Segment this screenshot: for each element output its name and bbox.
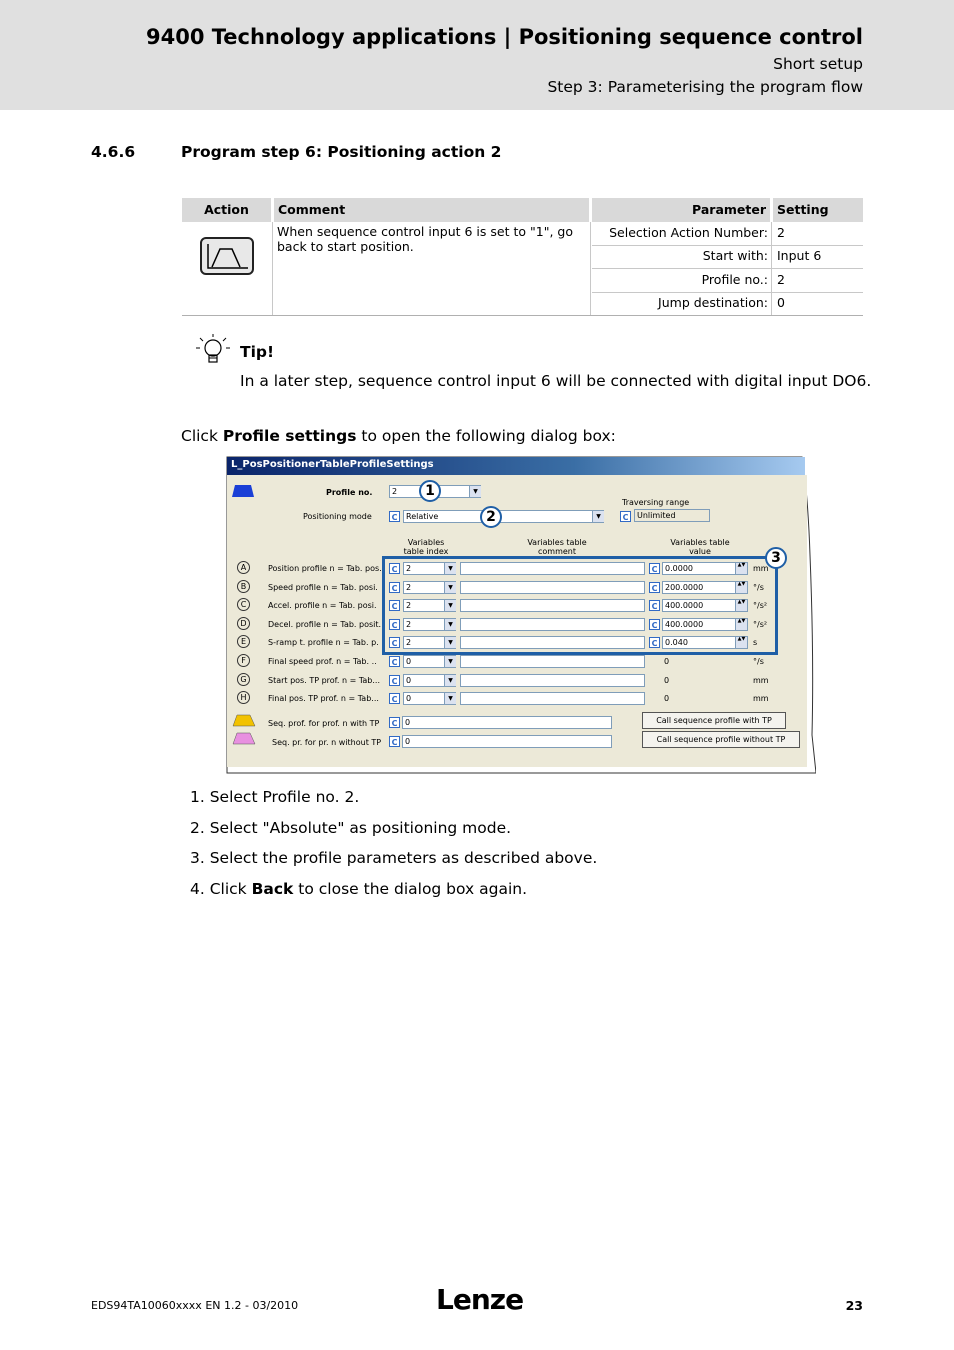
row-value-field[interactable]: 400.0000 <box>662 618 748 631</box>
steps-list <box>190 788 597 910</box>
chevron-down-icon[interactable]: ▼ <box>444 637 456 648</box>
c-button[interactable]: C <box>389 736 400 747</box>
seq-with-label: Seq. prof. for prof. n with TP <box>268 719 380 728</box>
c-button[interactable]: C <box>389 637 400 648</box>
chevron-down-icon[interactable]: ▼ <box>444 563 456 574</box>
row-letter-icon: E <box>237 635 250 648</box>
row-label: Final speed prof. n = Tab. .. <box>268 657 377 666</box>
row-label: Position profile n = Tab. pos. <box>268 564 382 573</box>
c-button[interactable]: C <box>389 582 400 593</box>
profile-no-select[interactable]: 2 <box>389 485 481 498</box>
row-value-field[interactable]: 0.040 <box>662 636 748 649</box>
row-value-field[interactable]: 200.0000 <box>662 581 748 594</box>
seq-without-label: Seq. pr. for pr. n without TP <box>272 738 382 747</box>
section-number: 4.6.6 <box>91 143 136 161</box>
c-button[interactable]: C <box>389 600 400 611</box>
param-jump-destination: Jump destination: <box>658 295 768 310</box>
row-label: Speed profile n = Tab. posi. <box>268 583 378 592</box>
setting-start-with: Input 6 <box>777 248 822 263</box>
step-text: 2. Select "Absolute" as positioning mode. <box>190 818 512 837</box>
row-unit: °/s <box>753 583 764 592</box>
instruction-post: to open the following dialog box: <box>356 427 616 445</box>
c-button[interactable]: C <box>620 511 631 522</box>
row-value-text: 0 <box>664 676 670 685</box>
col-index-header: Variables table index <box>403 538 449 556</box>
program-step-table <box>182 198 863 318</box>
c-button[interactable]: C <box>649 563 660 574</box>
col-comment-header: Variables table comment <box>527 538 587 556</box>
row-unit: °/s² <box>753 620 768 629</box>
th-setting: Setting <box>773 198 863 222</box>
c-button[interactable]: C <box>649 582 660 593</box>
row-index-select[interactable]: 0 <box>403 674 456 687</box>
row-label: S-ramp t. profile n = Tab. p. <box>268 638 379 647</box>
row-unit: °/s <box>753 657 764 666</box>
row-letter-icon: C <box>237 598 250 611</box>
c-button[interactable]: C <box>389 656 400 667</box>
row-index-select[interactable]: 0 <box>403 655 456 668</box>
header-subtitle: Short setup <box>773 55 863 73</box>
row-letter-icon: F <box>237 654 250 667</box>
c-button[interactable]: C <box>649 637 660 648</box>
dialog-titlebar <box>227 457 805 475</box>
row-comment-field[interactable] <box>460 655 645 668</box>
row-index-select[interactable]: 2 <box>403 562 456 575</box>
spinner-icon[interactable]: ▲▼ <box>735 619 747 630</box>
row-index-select[interactable]: 2 <box>403 599 456 612</box>
step-text-post: to close the dialog box again. <box>293 879 528 898</box>
chevron-down-icon[interactable]: ▼ <box>444 582 456 593</box>
row-unit: mm <box>753 676 769 685</box>
callout-1: 1 <box>419 480 441 502</box>
param-profile-no: Profile no.: <box>701 272 768 287</box>
call-seq-without-tp-button[interactable]: Call sequence profile without TP <box>642 731 800 748</box>
traversing-range-field: Unlimited <box>634 509 710 522</box>
row-label: Final pos. TP prof. n = Tab... <box>268 694 379 703</box>
row-unit: mm <box>753 694 769 703</box>
c-button[interactable]: C <box>649 619 660 630</box>
instruction-pre: Click <box>181 427 223 445</box>
spinner-icon[interactable]: ▲▼ <box>735 600 747 611</box>
row-letter-icon: D <box>237 617 250 630</box>
profile-blue-icon <box>231 484 255 498</box>
tip-text: In a later step, sequence control input 6 will be connected with digital input DO6. <box>240 372 872 390</box>
instruction-text <box>181 427 616 445</box>
step-item <box>190 819 597 850</box>
step-item <box>190 880 597 911</box>
row-label: Start pos. TP prof. n = Tab... <box>268 676 381 685</box>
row-comment-field[interactable] <box>460 674 645 687</box>
th-parameter: Parameter <box>592 198 770 222</box>
traversing-range-label: Traversing range <box>622 498 690 507</box>
chevron-down-icon[interactable]: ▼ <box>469 486 481 497</box>
step-text: 1. Select Profile no. 2. <box>190 788 360 806</box>
header-subtitle-step: Step 3: Parameterising the program flow <box>547 78 863 96</box>
step-text: 4. Click <box>190 879 252 898</box>
setting-profile-no: 2 <box>777 272 785 287</box>
trapezoid-profile-icon <box>202 239 252 273</box>
setting-selection-action: 2 <box>777 225 785 240</box>
row-unit: mm <box>753 564 769 573</box>
th-action: Action <box>182 198 271 222</box>
spinner-icon[interactable]: ▲▼ <box>735 563 747 574</box>
setting-jump-destination: 0 <box>777 295 785 310</box>
callout-3: 3 <box>765 547 787 569</box>
footer-doc-id: EDS94TA10060xxxx EN 1.2 - 03/2010 <box>91 1299 299 1312</box>
row-value-field[interactable]: 400.0000 <box>662 599 748 612</box>
step-item <box>190 788 597 819</box>
chevron-down-icon[interactable]: ▼ <box>592 511 604 522</box>
call-seq-with-tp-button[interactable]: Call sequence profile with TP <box>642 712 786 729</box>
row-index-select[interactable]: 2 <box>403 618 456 631</box>
c-button[interactable]: C <box>389 675 400 686</box>
row-label: Decel. profile n = Tab. posit. <box>268 620 382 629</box>
c-button[interactable]: C <box>389 619 400 630</box>
c-button[interactable]: C <box>389 511 400 522</box>
chevron-down-icon[interactable]: ▼ <box>444 675 456 686</box>
c-button[interactable]: C <box>389 563 400 574</box>
col-value-header: Variables table value <box>670 538 730 556</box>
row-value-field[interactable]: 0.0000 <box>662 562 748 575</box>
lenze-logo: Lenze <box>436 1283 524 1316</box>
dialog-title: L_PosPositionerTableProfileSettings <box>231 459 434 470</box>
th-comment: Comment <box>274 198 589 222</box>
page-title: 9400 Technology applications | Positioning sequence control <box>145 25 863 49</box>
spinner-icon[interactable]: ▲▼ <box>735 637 747 648</box>
callout-2: 2 <box>480 506 502 528</box>
param-start-with: Start with: <box>702 248 768 263</box>
page-header <box>0 0 954 110</box>
step-text: 3. Select the profile parameters as described above. <box>190 849 598 867</box>
row-label: Accel. profile n = Tab. posi. <box>268 601 377 610</box>
seq-with-field[interactable]: 0 <box>402 716 612 729</box>
row-unit: °/s² <box>753 601 768 610</box>
step-bold: Back <box>251 879 294 898</box>
page-number: 23 <box>845 1298 863 1313</box>
tip-title: Tip! <box>240 343 275 361</box>
row-letter-icon: B <box>237 580 250 593</box>
chevron-down-icon[interactable]: ▼ <box>444 600 456 611</box>
chevron-down-icon[interactable]: ▼ <box>444 656 456 667</box>
positioning-mode-select[interactable]: Relative <box>403 510 604 523</box>
profile-yellow-icon <box>232 714 256 727</box>
seq-without-field[interactable]: 0 <box>402 735 612 748</box>
chevron-down-icon[interactable]: ▼ <box>444 693 456 704</box>
profile-pink-icon <box>232 732 256 745</box>
step-item <box>190 849 597 880</box>
row-comment-field[interactable] <box>460 692 645 705</box>
row-letter-icon: G <box>237 673 250 686</box>
c-button[interactable]: C <box>389 717 400 728</box>
row-index-select[interactable]: 2 <box>403 636 456 649</box>
chevron-down-icon[interactable]: ▼ <box>444 619 456 630</box>
spinner-icon[interactable]: ▲▼ <box>735 582 747 593</box>
row-letter-icon: H <box>237 691 250 704</box>
row-index-select[interactable]: 0 <box>403 692 456 705</box>
comment-text: When sequence control input 6 is set to "1", go back to start position. <box>277 224 573 254</box>
section-title: Program step 6: Positioning action 2 <box>181 143 502 161</box>
row-unit: s <box>753 638 758 647</box>
instruction-bold: Profile settings <box>222 427 357 445</box>
positioning-action-icon <box>200 237 254 275</box>
row-index-select[interactable]: 2 <box>403 581 456 594</box>
row-value-text: 0 <box>664 694 670 703</box>
positioning-mode-label: Positioning mode <box>303 512 372 521</box>
row-letter-icon: A <box>237 561 250 574</box>
c-button[interactable]: C <box>389 693 400 704</box>
row-value-text: 0 <box>664 657 670 666</box>
c-button[interactable]: C <box>649 600 660 611</box>
param-selection-action: Selection Action Number: <box>609 225 768 240</box>
lightbulb-icon <box>194 333 232 369</box>
highlight-box-3 <box>382 556 778 655</box>
profile-no-label: Profile no. <box>326 488 373 497</box>
